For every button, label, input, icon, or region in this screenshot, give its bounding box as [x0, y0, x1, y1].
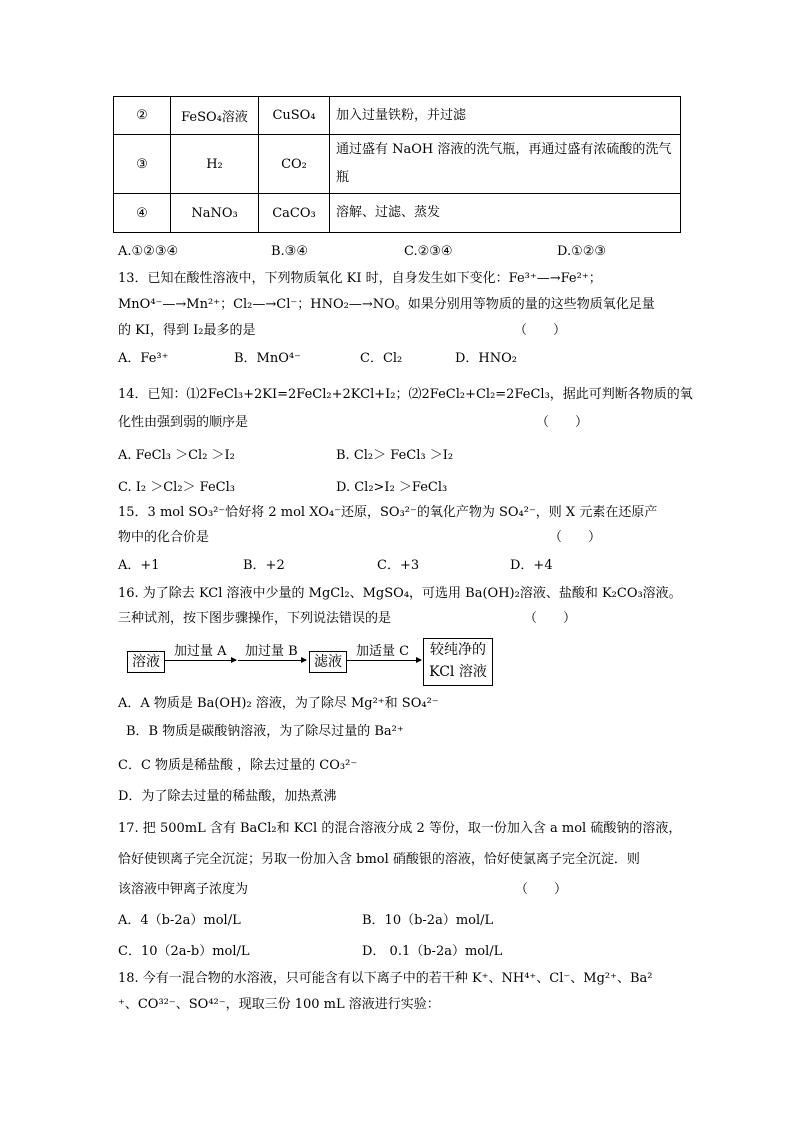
- table-row: [114, 194, 681, 233]
- q14-answer-paren: （ ）: [536, 415, 589, 430]
- impurity-cell: CO₂: [259, 135, 330, 194]
- q13-stem-line2: MnO⁴⁻—→Mn²⁺；Cl₂—→Cl⁻；HNO₂—→NO。如果分别用等物质的量的这些物质氧化足量: [118, 297, 655, 312]
- q18-stem-line1: 18. 今有一混合物的水溶液，只可能含有以下离子中的若干种 K⁺、NH⁴⁺、Cl⁻、Mg²⁺、Ba²: [118, 971, 653, 986]
- q14-stem-line2: 化性由强到弱的顺序是: [118, 415, 249, 430]
- q14-option-b: B. Cl₂＞ FeCl₃ ＞I₂: [336, 448, 454, 463]
- q14-option-a: A. FeCl₃ ＞Cl₂ ＞I₂: [118, 448, 235, 463]
- flow-arrow-right-icon: [238, 660, 306, 661]
- q12-option-a: A.①②③④: [118, 244, 179, 259]
- row-number: ③: [114, 135, 171, 194]
- substance-cell: NaNO₃: [171, 194, 259, 233]
- q13-answer-paren: （ ）: [514, 323, 567, 338]
- q15-stem-line1: 15．3 mol SO₃²⁻恰好将 2 mol XO₄⁻还原，SO₃²⁻的氧化产物为 SO₄²⁻，则 X 元素在还原产: [118, 505, 658, 520]
- flow-box-pure-kcl: [423, 638, 493, 686]
- impurity-cell: CaCO₃: [259, 194, 330, 233]
- q16-option-b: B．B 物质是碳酸钠溶液，为了除尽过量的 Ba²⁺: [126, 724, 404, 739]
- flow-arrow-right-icon: [347, 660, 421, 661]
- q12-option-d: D.①②③: [557, 244, 607, 259]
- flow-arrow-right-icon: [165, 660, 236, 661]
- q15-option-c: C．+3: [377, 558, 420, 573]
- flow-arrow3-label: 加适量 C: [356, 644, 410, 659]
- q13-stem-line1: 13．已知在酸性溶液中，下列物质氧化 KI 时，自身发生如下变化：Fe³⁺—→Fe²⁺；: [118, 271, 602, 286]
- q13-option-b: B．MnO⁴⁻: [234, 351, 301, 366]
- flow-box-solution: 溶液: [127, 651, 165, 673]
- row-number: ④: [114, 194, 171, 233]
- q15-option-a: A．+1: [118, 558, 160, 573]
- q14-option-d: D. Cl₂>I₂ ＞FeCl₃: [336, 480, 448, 495]
- flow-box-pure-kcl-line1: 较纯净的: [430, 642, 486, 658]
- q15-option-d: D．+4: [510, 558, 553, 573]
- flow-arrow2-label: 加过量 B: [245, 644, 298, 659]
- q16-option-a: A．A 物质是 Ba(OH)₂ 溶液，为了除尽 Mg²⁺和 SO₄²⁻: [118, 696, 439, 711]
- q14-stem-line1: 14．已知：⑴2FeCl₃+2KI=2FeCl₂+2KCl+I₂；⑵2FeCl₂+Cl₂=2FeCl₃，据此可判断各物质的氧: [118, 387, 693, 402]
- q14-option-c: C. I₂ ＞Cl₂＞ FeCl₃: [118, 480, 235, 495]
- q17-option-b: B．10（b-2a）mol/L: [362, 913, 494, 928]
- q13-option-d: D．HNO₂: [455, 351, 518, 366]
- q17-option-d: D． 0.1（b-2a）mol/L: [362, 944, 503, 959]
- q13-option-c: C．Cl₂: [360, 351, 403, 366]
- q15-answer-paren: （ ）: [549, 530, 602, 545]
- row-number: ②: [114, 97, 171, 135]
- flow-box-pure-kcl-line2: KCl 溶液: [429, 664, 487, 680]
- q16-stem-line1: 16. 为了除去 KCl 溶液中少量的 MgCl₂、MgSO₄，可选用 Ba(OH)₂溶液、盐酸和 K₂CO₃溶液。: [118, 586, 682, 601]
- q16-answer-paren: （ ）: [524, 611, 577, 626]
- q17-answer-paren: （ ）: [515, 882, 568, 897]
- method-cell: 通过盛有 NaOH 溶液的洗气瓶，再通过盛有浓硫酸的洗气瓶: [330, 135, 681, 194]
- q18-stem-line2: ⁺、CO³²⁻、SO⁴²⁻，现取三份 100 mL 溶液进行实验：: [118, 997, 440, 1012]
- q16-option-c: C．C 物质是稀盐酸 ，除去过量的 CO₃²⁻: [118, 758, 358, 773]
- flow-box-filtrate: 滤液: [309, 651, 347, 673]
- q17-option-c: C．10（2a-b）mol/L: [118, 944, 250, 959]
- q17-stem-line1: 17. 把 500mL 含有 BaCl₂和 KCl 的混合溶液分成 2 等份，取一份加入含 a mol 硫酸钠的溶液，: [118, 821, 682, 836]
- impurity-cell: CuSO₄: [259, 97, 330, 135]
- q16-stem-line2: 三种试剂，按下图步骤操作，下列说法错误的是: [118, 611, 392, 626]
- q17-stem-line2: 恰好使钡离子完全沉淀；另取一份加入含 bmol 硝酸银的溶液，恰好使氯离子完全沉淀．则: [118, 852, 640, 867]
- q15-option-b: B．+2: [243, 558, 285, 573]
- q13-option-a: A．Fe³⁺: [118, 351, 169, 366]
- q12-option-c: C.②③④: [404, 244, 453, 259]
- q13-stem-line3: 的 KI，得到 I₂最多的是: [118, 323, 256, 338]
- q17-option-a: A．4（b-2a）mol/L: [118, 913, 241, 928]
- method-cell: 加入过量铁粉，并过滤: [330, 97, 681, 135]
- q12-option-b: B.③④: [271, 244, 308, 259]
- table-row: [114, 97, 681, 135]
- substance-cell: FeSO₄溶液: [171, 97, 259, 135]
- q15-stem-line2: 物中的化合价是: [118, 530, 210, 545]
- flow-arrow1-label: 加过量 A: [174, 644, 227, 659]
- substance-cell: H₂: [171, 135, 259, 194]
- q17-stem-line3: 该溶液中钾离子浓度为: [118, 882, 249, 897]
- method-cell: 溶解、过滤、蒸发: [330, 194, 681, 233]
- table-row: [114, 135, 681, 194]
- impurity-removal-table: [113, 96, 681, 233]
- q16-option-d: D．为了除去过量的稀盐酸，加热煮沸: [118, 789, 337, 804]
